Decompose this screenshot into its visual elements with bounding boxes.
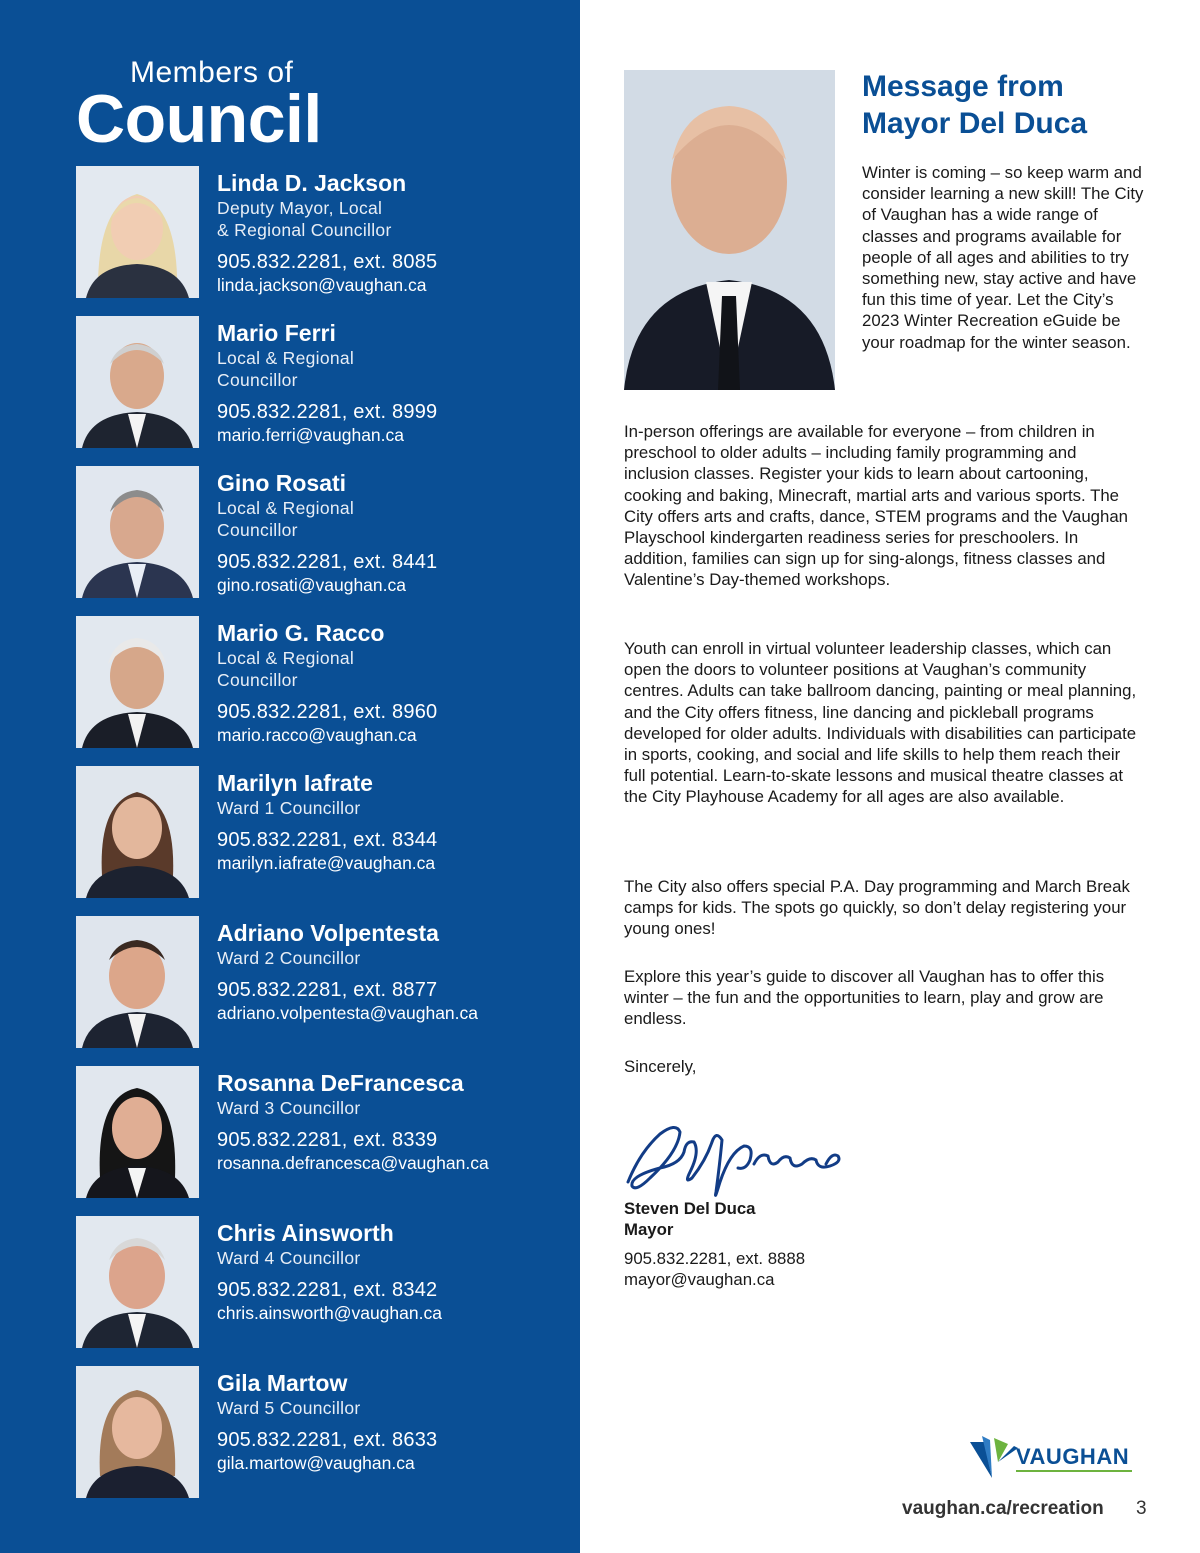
- member-role: Local & Regional: [217, 348, 355, 368]
- member-role: Local & Regional: [217, 648, 355, 668]
- member-portrait: [76, 1066, 199, 1198]
- council-member-card: [76, 1066, 556, 1198]
- member-name: Adriano Volpentesta: [217, 920, 439, 946]
- mayor-signature: [620, 1112, 850, 1204]
- member-name: Gino Rosati: [217, 470, 347, 496]
- member-role: Ward 1 Councillor: [217, 798, 361, 818]
- signer-phone: 905.832.2281, ext. 8888: [624, 1249, 806, 1268]
- message-title: [862, 68, 1162, 142]
- member-email-link[interactable]: linda.jackson@vaughan.ca: [217, 275, 427, 295]
- member-phone: 905.832.2281, ext. 8085: [217, 251, 438, 273]
- message-title-line1: Message from: [862, 70, 1064, 103]
- member-portrait: [76, 166, 199, 298]
- signer-title: Mayor: [624, 1220, 674, 1239]
- council-member-card: [76, 1216, 556, 1348]
- member-name: Linda D. Jackson: [217, 170, 407, 196]
- member-name: Rosanna DeFrancesca: [217, 1070, 464, 1096]
- member-role: & Regional Councillor: [217, 220, 392, 240]
- member-phone: 905.832.2281, ext. 8999: [217, 401, 438, 423]
- member-role: Ward 5 Councillor: [217, 1398, 361, 1418]
- member-phone: 905.832.2281, ext. 8960: [217, 701, 438, 723]
- message-paragraph: The City also offers special P.A. Day programming and March Break camps for kids. The spots go quickly, so don’t delay registering your young ones!: [624, 877, 1130, 939]
- message-paragraph: Explore this year’s guide to discover all Vaughan has to offer this winter – the fun and the opportunities to learn, play and grow are endless.: [624, 967, 1105, 1029]
- page-number: 3: [1136, 1498, 1147, 1519]
- member-email-link[interactable]: gino.rosati@vaughan.ca: [217, 575, 406, 595]
- mayor-portrait: [624, 70, 835, 390]
- member-name: Chris Ainsworth: [217, 1220, 394, 1246]
- council-heading: Council: [76, 81, 322, 157]
- member-email-link[interactable]: mario.racco@vaughan.ca: [217, 725, 417, 745]
- member-phone: 905.832.2281, ext. 8342: [217, 1279, 438, 1301]
- member-name: Mario G. Racco: [217, 620, 385, 646]
- member-portrait: [76, 466, 199, 598]
- council-member-card: [76, 316, 556, 448]
- logo-underline: [1016, 1470, 1132, 1472]
- vaughan-logo[interactable]: [968, 1432, 1138, 1482]
- member-role: Councillor: [217, 520, 298, 540]
- member-phone: 905.832.2281, ext. 8877: [217, 979, 438, 1001]
- council-member-card: [76, 766, 556, 898]
- council-heading-small: Members of: [130, 56, 294, 89]
- member-name: Gila Martow: [217, 1370, 348, 1396]
- member-name: Mario Ferri: [217, 320, 336, 346]
- member-phone: 905.832.2281, ext. 8344: [217, 829, 438, 851]
- member-portrait: [76, 766, 199, 898]
- member-role: Ward 2 Councillor: [217, 948, 361, 968]
- message-paragraph: In-person offerings are available for everyone – from children in preschool to older adults – including family programming and inclusion classes. Register your kids to learn about cartooning, cooking and baking, Minecraft, martial arts and various sports. The City offers arts and crafts, dance, STEM programs and the Vaughan Playschool kindergarten readiness series for preschoolers. In addition, families can sign up for sing-alongs, fitness classes and Valentine’s Day-themed workshops.: [624, 422, 1129, 590]
- member-email-link[interactable]: gila.martow@vaughan.ca: [217, 1453, 415, 1473]
- footer-url-link[interactable]: vaughan.ca/recreation: [902, 1498, 1104, 1519]
- vaughan-logo-icon: [968, 1432, 1020, 1482]
- member-role: Councillor: [217, 370, 298, 390]
- member-portrait: [76, 616, 199, 748]
- signer-name: Steven Del Duca: [624, 1199, 756, 1218]
- message-paragraph: Youth can enroll in virtual volunteer leadership classes, which can open the doors to volunteer positions at Vaughan’s community centres. Adults can take ballroom dancing, painting or meal planning, and the City offers fitness, line dancing and pickleball programs developed for older adults. Individuals with disabilities can participate in sports, cooking, and social and life skills to help them reach their full potential. Learn-to-skate lessons and musical theatre classes at the City Playhouse Academy for all ages are also available.: [624, 639, 1137, 807]
- member-role: Councillor: [217, 670, 298, 690]
- member-name: Marilyn Iafrate: [217, 770, 373, 796]
- council-member-card: [76, 616, 556, 748]
- council-sidebar: [0, 0, 580, 1553]
- member-role: Deputy Mayor, Local: [217, 198, 383, 218]
- member-portrait: [76, 316, 199, 448]
- member-email-link[interactable]: adriano.volpentesta@vaughan.ca: [217, 1003, 479, 1023]
- member-portrait: [76, 1366, 199, 1498]
- council-member-card: [76, 916, 556, 1048]
- member-role: Ward 3 Councillor: [217, 1098, 361, 1118]
- member-email-link[interactable]: marilyn.iafrate@vaughan.ca: [217, 853, 436, 873]
- member-phone: 905.832.2281, ext. 8339: [217, 1129, 438, 1151]
- message-intro: Winter is coming – so keep warm and consider learning a new skill! The City of Vaughan has a wide range of classes and programs available for people of all ages and abilities to try something new, stay active and have fun this time of year. Let the City’s 2023 Winter Recreation eGuide be your roadmap for the winter season.: [862, 163, 1144, 352]
- council-member-card: [76, 1366, 556, 1498]
- member-phone: 905.832.2281, ext. 8633: [217, 1429, 438, 1451]
- member-email-link[interactable]: chris.ainsworth@vaughan.ca: [217, 1303, 442, 1323]
- member-role: Local & Regional: [217, 498, 355, 518]
- member-portrait: [76, 1216, 199, 1348]
- message-title-line2: Mayor Del Duca: [862, 107, 1088, 140]
- logo-text: VAUGHAN: [1016, 1444, 1130, 1469]
- signer-email-link[interactable]: mayor@vaughan.ca: [624, 1270, 775, 1289]
- member-email-link[interactable]: mario.ferri@vaughan.ca: [217, 425, 405, 445]
- member-role: Ward 4 Councillor: [217, 1248, 361, 1268]
- member-portrait: [76, 916, 199, 1048]
- member-email-link[interactable]: rosanna.defrancesca@vaughan.ca: [217, 1153, 489, 1173]
- member-phone: 905.832.2281, ext. 8441: [217, 551, 438, 573]
- message-closing: Sincerely,: [624, 1057, 697, 1076]
- council-member-card: [76, 166, 556, 298]
- council-member-card: [76, 466, 556, 598]
